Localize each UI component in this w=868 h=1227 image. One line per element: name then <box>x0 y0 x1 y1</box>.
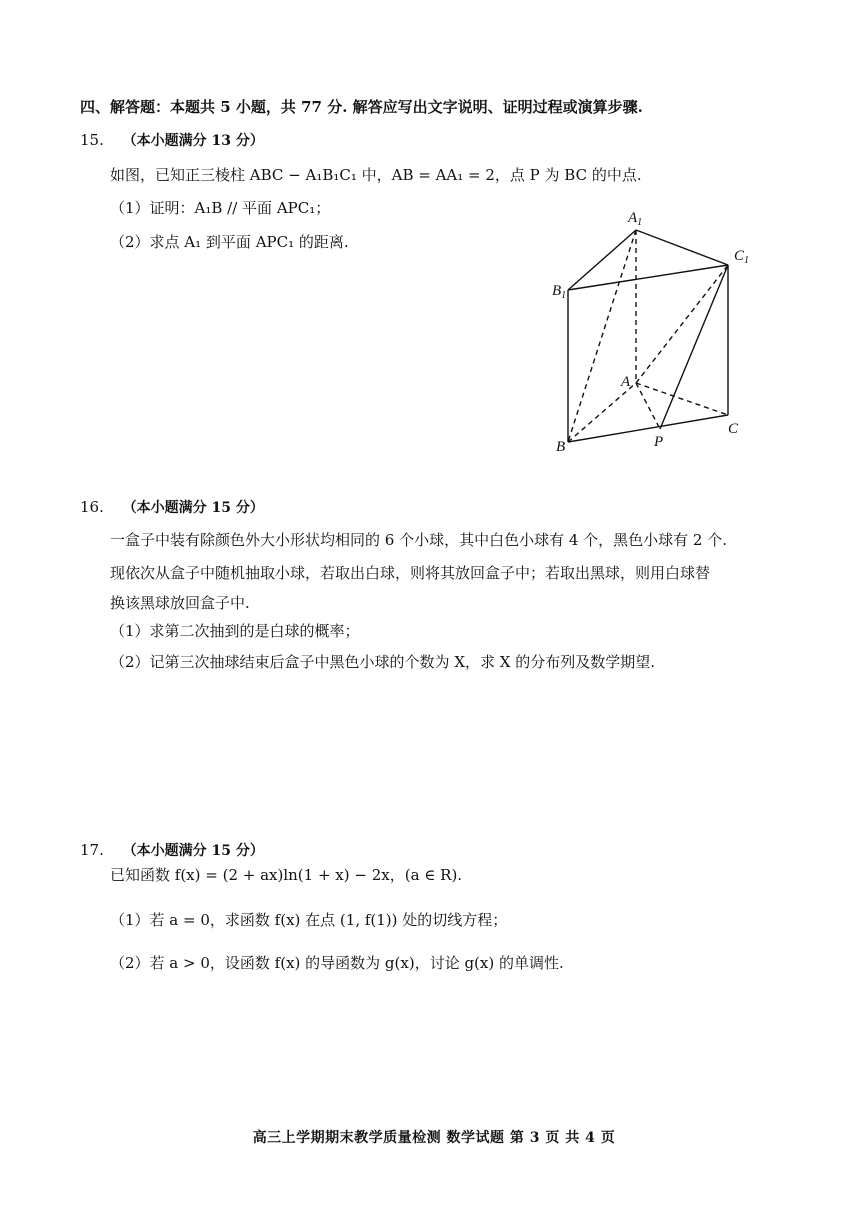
q15-score: （本小题满分 13 分） <box>122 133 264 149</box>
q15-part2: （2）求点 A₁ 到平面 APC₁ 的距离. <box>110 233 349 251</box>
q17-stem: 已知函数 f(x) = (2 + ax)ln(1 + x) − 2x，(a ∈ R). <box>110 866 463 884</box>
q17-header <box>80 840 264 861</box>
q15-part1: （1）证明：A₁B // 平面 APC₁； <box>110 199 331 217</box>
q15-stem: 如图，已知正三棱柱 ABC − A₁B₁C₁ 中，AB = AA₁ = 2，点 P 为 BC 的中点. <box>110 166 642 184</box>
q15-number: 15. <box>80 131 104 149</box>
label-p: P <box>654 434 664 450</box>
prism-figure <box>548 205 758 460</box>
label-c1: $C_1$ <box>734 248 750 266</box>
q17-part2: （2）若 a > 0，设函数 f(x) 的导函数为 g(x)，讨论 g(x) 的单调性. <box>110 954 564 972</box>
q17-part1: （1）若 a = 0，求函数 f(x) 在点 (1, f(1)) 处的切线方程； <box>110 911 508 929</box>
q16-line2: 现依次从盒子中随机抽取小球，若取出白球，则将其放回盒子中；若取出黑球，则用白球替 <box>110 564 711 582</box>
label-b: B <box>556 439 566 455</box>
q17-number: 17. <box>80 841 104 859</box>
label-a1: $A_1$ <box>628 210 643 228</box>
q16-score: （本小题满分 15 分） <box>122 500 264 516</box>
section-heading: 四、解答题：本题共 5 小题，共 77 分. 解答应写出文字说明、证明过程或演算步骤. <box>80 98 643 116</box>
q16-header <box>80 497 264 518</box>
q15-header <box>80 130 264 151</box>
q16-part2: （2）记第三次抽球结束后盒子中黑色小球的个数为 X，求 X 的分布列及数学期望. <box>110 653 655 671</box>
label-c: C <box>728 421 739 437</box>
q16-number: 16. <box>80 498 104 516</box>
q16-part1: （1）求第二次抽到的是白球的概率； <box>110 622 360 640</box>
label-a: A <box>621 374 631 390</box>
page-footer: 高三上学期期末教学质量检测 数学试题 第 3 页 共 4 页 <box>252 1130 616 1146</box>
q16-line3: 换该黑球放回盒子中. <box>110 594 250 612</box>
label-b1: $B_1$ <box>552 283 567 301</box>
q16-line1: 一盒子中装有除颜色外大小形状均相同的 6 个小球，其中白色小球有 4 个，黑色小球有 2 个. <box>110 531 728 549</box>
prism-diagram <box>548 205 758 460</box>
q17-score: （本小题满分 15 分） <box>122 843 264 859</box>
